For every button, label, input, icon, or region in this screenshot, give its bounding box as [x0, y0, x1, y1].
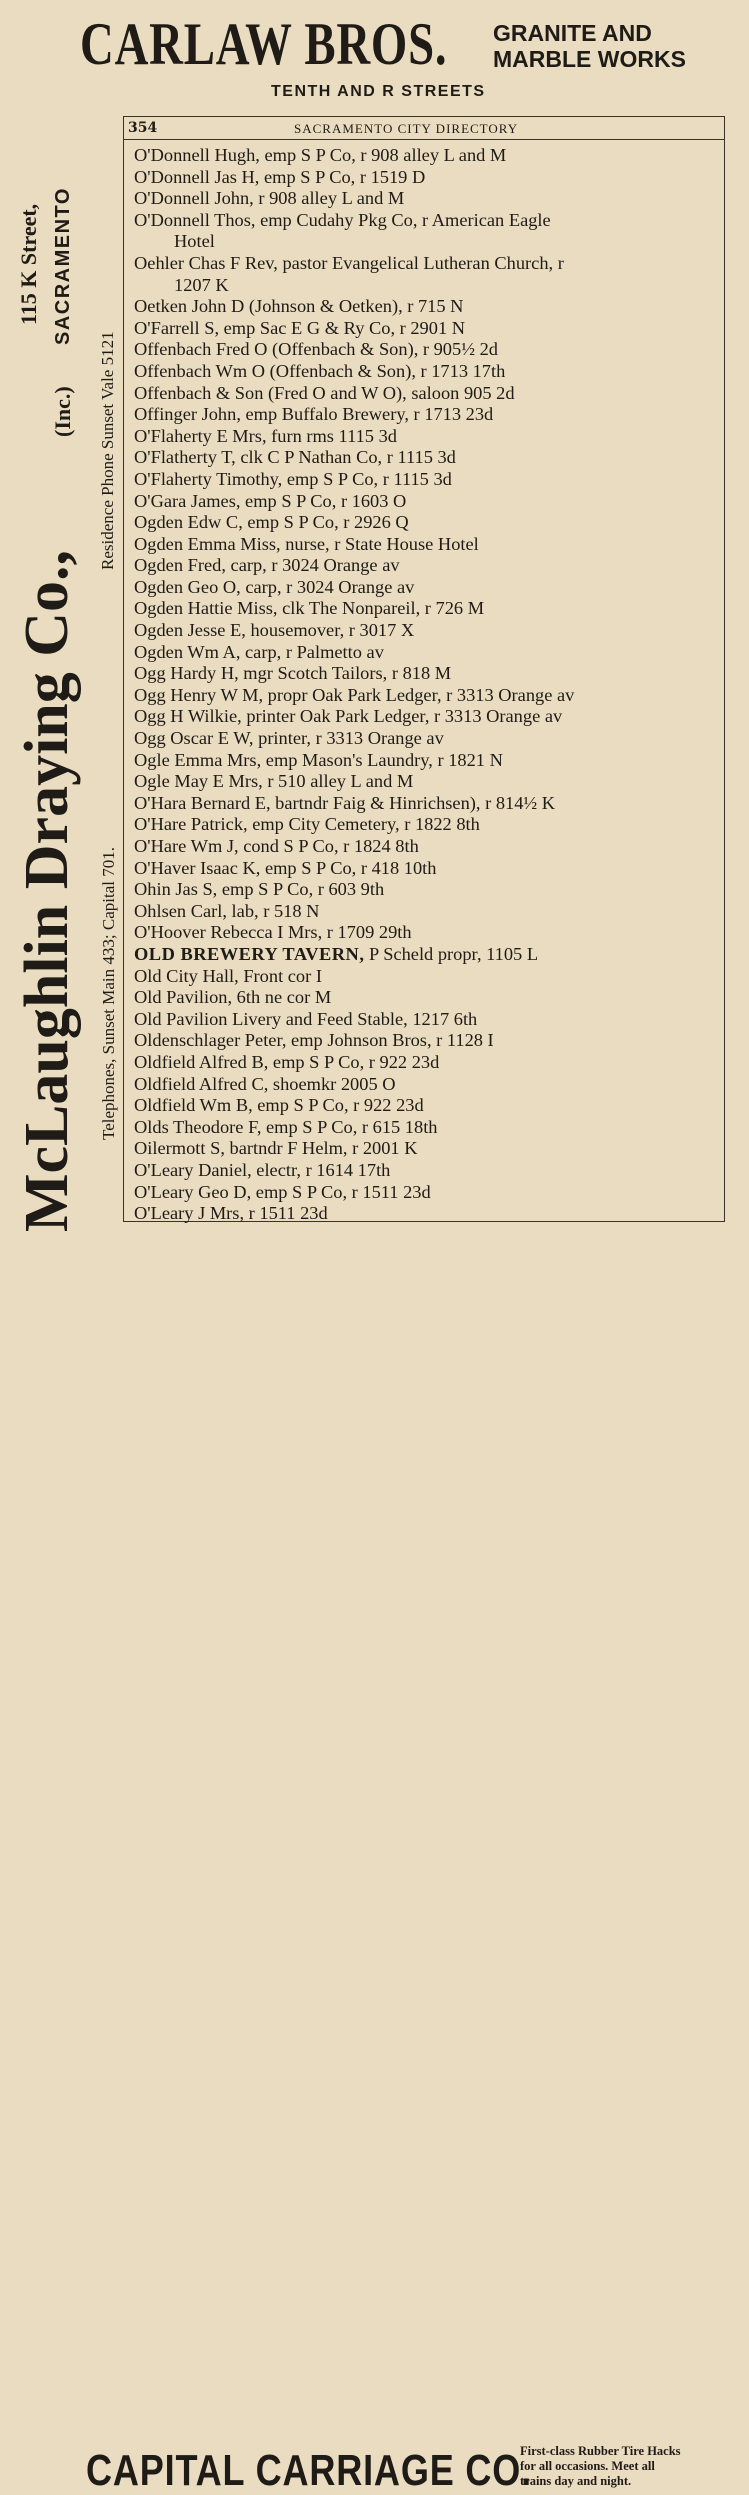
directory-entry	[134, 1009, 724, 1031]
directory-entry	[134, 167, 724, 189]
entry-text: Offenbach & Son (Fred O and W O), saloon 905 2d	[134, 382, 515, 403]
entry-text: O'Flaherty E Mrs, furn rms 1115 3d	[134, 425, 397, 446]
entry-text: Ohlsen Carl, lab, r 518 N	[134, 900, 320, 921]
directory-page	[123, 116, 725, 1222]
telephones-line: Telephones, Sunset Main 433; Capital 701.	[99, 847, 118, 1140]
directory-entry	[134, 447, 724, 469]
directory-entry	[134, 944, 724, 966]
directory-entry	[134, 728, 724, 750]
directory-entry	[134, 426, 724, 448]
entry-text: Ogden Jesse E, housemover, r 3017 X	[134, 620, 415, 641]
inc-label: (Inc.)	[50, 386, 75, 437]
entry-text: O'Flaherty Timothy, emp S P Co, r 1115 3d	[134, 468, 452, 489]
entry-text: Ogg Oscar E W, printer, r 3313 Orange av	[134, 728, 444, 749]
entry-text: Ogden Emma Miss, nurse, r State House Hotel	[134, 533, 479, 554]
directory-entry	[134, 210, 724, 232]
entry-text: Oldfield Alfred B, emp S P Co, r 922 23d	[134, 1051, 440, 1072]
directory-entry	[134, 491, 724, 513]
directory-entries	[134, 145, 724, 1225]
capital-carriage-tagline	[520, 2444, 745, 2489]
carlaw-bros-name: CARLAW BROS.	[80, 11, 448, 77]
entry-text: O'Hare Patrick, emp City Cemetery, r 1822 8th	[134, 814, 480, 835]
entry-text: 1207 K	[174, 274, 229, 295]
entry-text: Oilermott S, bartndr F Helm, r 2001 K	[134, 1138, 418, 1159]
directory-entry	[134, 771, 724, 793]
directory-entry	[134, 577, 724, 599]
entry-text: Offenbach Fred O (Offenbach & Son), r 905½ 2d	[134, 339, 498, 360]
directory-entry	[134, 750, 724, 772]
entry-text: O'Donnell John, r 908 alley L and M	[134, 188, 405, 209]
directory-entry	[134, 901, 724, 923]
tagline-line-3: trains day and night.	[520, 2474, 632, 2488]
granite-marble-works	[493, 20, 733, 72]
directory-entry	[134, 145, 724, 167]
entry-text: O'Hoover Rebecca I Mrs, r 1709 29th	[134, 922, 412, 943]
directory-entry	[134, 987, 724, 1009]
entry-text: Ogg Hardy H, mgr Scotch Tailors, r 818 M	[134, 663, 452, 684]
entry-text: O'Donnell Thos, emp Cudahy Pkg Co, r American Eagle	[134, 209, 551, 230]
entry-text: O'Hare Wm J, cond S P Co, r 1824 8th	[134, 836, 419, 856]
entry-text: O'Gara James, emp S P Co, r 1603 O	[134, 490, 407, 511]
directory-entry	[134, 1117, 724, 1139]
directory-entry	[134, 879, 724, 901]
entry-text: Oldfield Alfred C, shoemkr 2005 O	[134, 1073, 396, 1094]
entry-text: Ohin Jas S, emp S P Co, r 603 9th	[134, 879, 385, 900]
directory-entry	[134, 793, 724, 815]
directory-entry	[134, 1138, 724, 1160]
directory-title: SACRAMENTO CITY DIRECTORY	[294, 121, 519, 136]
entry-text: Oldenschlager Peter, emp Johnson Bros, r 1128 I	[134, 1030, 494, 1051]
entry-text: Ogden Geo O, carp, r 3024 Orange av	[134, 576, 415, 597]
entry-bold-name: OLD BREWERY TAVERN,	[134, 943, 365, 964]
entry-text: Ogden Fred, carp, r 3024 Orange av	[134, 555, 400, 576]
directory-entry	[134, 858, 724, 880]
directory-entry	[134, 361, 724, 383]
entry-text: Oetken John D (Johnson & Oetken), r 715 N	[134, 296, 464, 317]
entry-text: Offenbach Wm O (Offenbach & Son), r 1713 17th	[134, 360, 506, 381]
entry-text: O'Farrell S, emp Sac E G & Ry Co, r 2901 N	[134, 317, 466, 338]
marble-line: MARBLE WORKS	[493, 46, 686, 72]
directory-entry	[134, 1074, 724, 1096]
street-address: 115 K Street,	[16, 203, 41, 325]
city-name: SACRAMENTO	[52, 187, 74, 345]
granite-line: GRANITE AND	[493, 20, 652, 46]
residence-phone-line: Residence Phone Sunset Vale 5121	[98, 331, 117, 570]
directory-entry	[134, 318, 724, 340]
directory-entry	[134, 1160, 724, 1182]
entry-text: Ogle May E Mrs, r 510 alley L and M	[134, 771, 414, 792]
entry-text: Ogg Henry W M, propr Oak Park Ledger, r 3313 Orange av	[134, 684, 575, 705]
directory-entry	[134, 1030, 724, 1052]
directory-entry	[134, 512, 724, 534]
directory-entry	[134, 188, 724, 210]
directory-entry	[134, 966, 724, 988]
directory-entry	[134, 598, 724, 620]
entry-text: O'Haver Isaac K, emp S P Co, r 418 10th	[134, 857, 437, 878]
entry-text: O'Leary Daniel, electr, r 1614 17th	[134, 1159, 391, 1180]
tagline-line-1: First-class Rubber Tire Hacks	[520, 2444, 681, 2458]
directory-entry	[134, 642, 724, 664]
entry-text: Ogden Hattie Miss, clk The Nonpareil, r 726 M	[134, 598, 485, 619]
directory-entry	[134, 534, 724, 556]
bottom-advertisement	[0, 1222, 749, 2495]
directory-entry	[134, 383, 724, 405]
mclaughlin-company-name: McLaughlin Draying Co.,	[13, 549, 81, 1232]
entry-text: Oehler Chas F Rev, pastor Evangelical Lutheran Church, r	[134, 252, 564, 273]
entry-text: Offinger John, emp Buffalo Brewery, r 1713 23d	[134, 404, 494, 425]
entry-text: Ogden Wm A, carp, r Palmetto av	[134, 641, 384, 662]
directory-entry	[134, 1182, 724, 1204]
page-number: 354	[128, 120, 158, 136]
tagline-line-2: for all occasions. Meet all	[520, 2459, 655, 2473]
entry-text: O'Leary Geo D, emp S P Co, r 1511 23d	[134, 1181, 431, 1202]
directory-entry	[134, 253, 724, 275]
entry-text: Ogden Edw C, emp S P Co, r 2926 Q	[134, 512, 409, 533]
entry-text: Old Pavilion Livery and Feed Stable, 1217 6th	[134, 1008, 478, 1029]
page-header	[124, 117, 724, 140]
directory-entry	[134, 555, 724, 577]
directory-entry	[134, 620, 724, 642]
directory-entry	[134, 1052, 724, 1074]
entry-continuation	[134, 275, 724, 297]
entry-text: Oldfield Wm B, emp S P Co, r 922 23d	[134, 1095, 424, 1116]
entry-text: O'Donnell Jas H, emp S P Co, r 1519 D	[134, 166, 426, 187]
directory-entry	[134, 469, 724, 491]
entry-continuation	[134, 231, 724, 253]
entry-text: O'Donnell Hugh, emp S P Co, r 908 alley L and M	[134, 145, 507, 165]
carlaw-address: TENTH AND R STREETS	[271, 83, 486, 100]
entry-text: P Scheld propr, 1105 L	[369, 943, 539, 964]
directory-entry	[134, 404, 724, 426]
entry-text: O'Leary J Mrs, r 1511 23d	[134, 1203, 328, 1224]
directory-entry	[134, 339, 724, 361]
entry-text: Hotel	[174, 231, 215, 252]
directory-entry	[134, 836, 724, 858]
directory-entry	[134, 814, 724, 836]
directory-entry	[134, 296, 724, 318]
entry-text: O'Flatherty T, clk C P Nathan Co, r 1115 3d	[134, 447, 456, 468]
entry-text: Ogg H Wilkie, printer Oak Park Ledger, r 3313 Orange av	[134, 706, 563, 727]
top-advertisement	[0, 0, 749, 112]
capital-carriage-name: CAPITAL CARRIAGE CO.	[86, 2446, 533, 2495]
directory-entry	[134, 685, 724, 707]
entry-text: Olds Theodore F, emp S P Co, r 615 18th	[134, 1116, 438, 1137]
entry-text: Old Pavilion, 6th ne cor M	[134, 987, 332, 1008]
directory-entry	[134, 922, 724, 944]
entry-text: Ogle Emma Mrs, emp Mason's Laundry, r 1821 N	[134, 749, 503, 770]
directory-entry	[134, 706, 724, 728]
directory-entry	[134, 663, 724, 685]
directory-entry	[134, 1095, 724, 1117]
entry-text: Old City Hall, Front cor I	[134, 965, 322, 986]
entry-text: O'Hara Bernard E, bartndr Faig & Hinrichsen), r 814½ K	[134, 792, 556, 813]
